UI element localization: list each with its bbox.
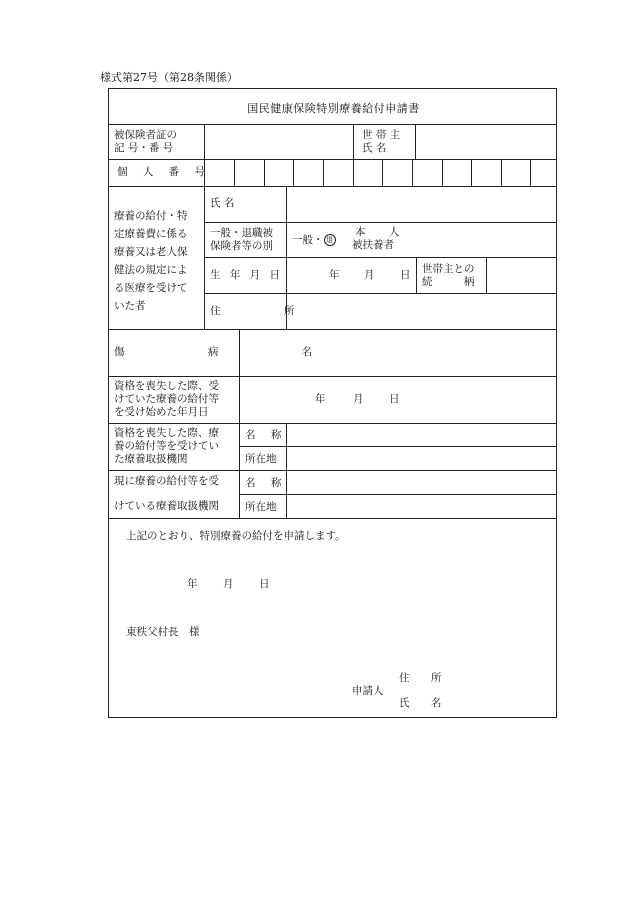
household-head-name-field[interactable] <box>417 126 555 157</box>
applicant-name-field[interactable] <box>444 694 549 712</box>
applicant-address-label: 住 所 <box>399 672 451 684</box>
form-number: 様式第27号（第28条関係） <box>100 71 238 84</box>
insurance-category-choice[interactable]: 一般・ 退 <box>292 234 336 247</box>
applicant-name-label: 氏 名 <box>399 697 451 709</box>
loss-date-year: 年 <box>315 393 326 405</box>
current-facility-name-label: 名 称 <box>245 477 288 489</box>
current-facility-label-line1: 現に療養の給付等を受 <box>114 475 219 487</box>
recipient-label: 療養の給付・特 定療養費に係る 療養又は老人保 健法の規定によ る医療を受けて いた者 <box>114 210 188 312</box>
recipient-name-field[interactable] <box>288 188 555 220</box>
household-head-label: 世 帯 主 氏 名 <box>362 129 401 154</box>
applicant-address-field[interactable] <box>444 669 549 687</box>
current-facility-name-field[interactable] <box>288 472 555 493</box>
application-month: 月 <box>223 578 234 590</box>
birthdate-month: 月 <box>364 269 375 281</box>
recipient-name-label: 氏 名 <box>210 197 235 209</box>
form-title: 国民健康保険特別療養給付申請書 <box>247 102 420 115</box>
application-year: 年 <box>187 578 198 590</box>
current-facility-label-line2: けている療養取扱機関 <box>114 500 219 512</box>
current-facility-location-label: 所在地 <box>245 501 277 513</box>
current-facility-location-field[interactable] <box>288 496 555 517</box>
recipient-address-field[interactable] <box>288 295 555 327</box>
application-form <box>108 88 557 718</box>
birthdate-year: 年 <box>329 269 340 281</box>
addressee: 東秩父村長 様 <box>126 626 200 638</box>
prior-facility-name-field[interactable] <box>288 425 555 445</box>
relation-label: 世帯主との 続 柄 <box>422 263 489 288</box>
birthdate-label: 生 年 月 日 <box>210 269 284 281</box>
injury-label: 傷 病 名 <box>114 346 353 358</box>
injury-name-field[interactable] <box>241 331 555 374</box>
insurance-category-label: 一般・退職被 保険者等の別 <box>210 227 273 252</box>
insured-card-number-field[interactable] <box>206 126 352 157</box>
insured-card-label: 被保険者証の 記 号・番 号 <box>114 129 177 154</box>
prior-facility-location-label: 所在地 <box>245 453 277 465</box>
relation-field[interactable] <box>488 259 555 291</box>
declaration-text: 上記のとおり、特別療養の給付を申請します。 <box>126 530 346 542</box>
loss-date-label: 資格を喪失した際、受 けていた療養の給付等 を受け始めた年月日 <box>114 380 219 418</box>
prior-facility-label: 資格を喪失した際、療 養の給付等を受けてい た療養取扱機関 <box>114 427 219 465</box>
individual-number-field[interactable] <box>206 161 555 185</box>
loss-date-day: 日 <box>389 393 400 405</box>
individual-number-label: 個 人 番 号 <box>117 166 212 178</box>
birthdate-day: 日 <box>400 269 411 281</box>
retired-circled-icon: 退 <box>324 234 336 246</box>
prior-facility-name-label: 名 称 <box>245 429 288 441</box>
recipient-address-label: 住 所 <box>210 305 325 317</box>
loss-date-month: 月 <box>353 393 364 405</box>
application-day: 日 <box>259 578 270 590</box>
prior-facility-location-field[interactable] <box>288 448 555 469</box>
insured-type-choice[interactable]: 本 人 被扶養者 <box>352 226 410 251</box>
applicant-label: 申請人 <box>352 685 384 697</box>
